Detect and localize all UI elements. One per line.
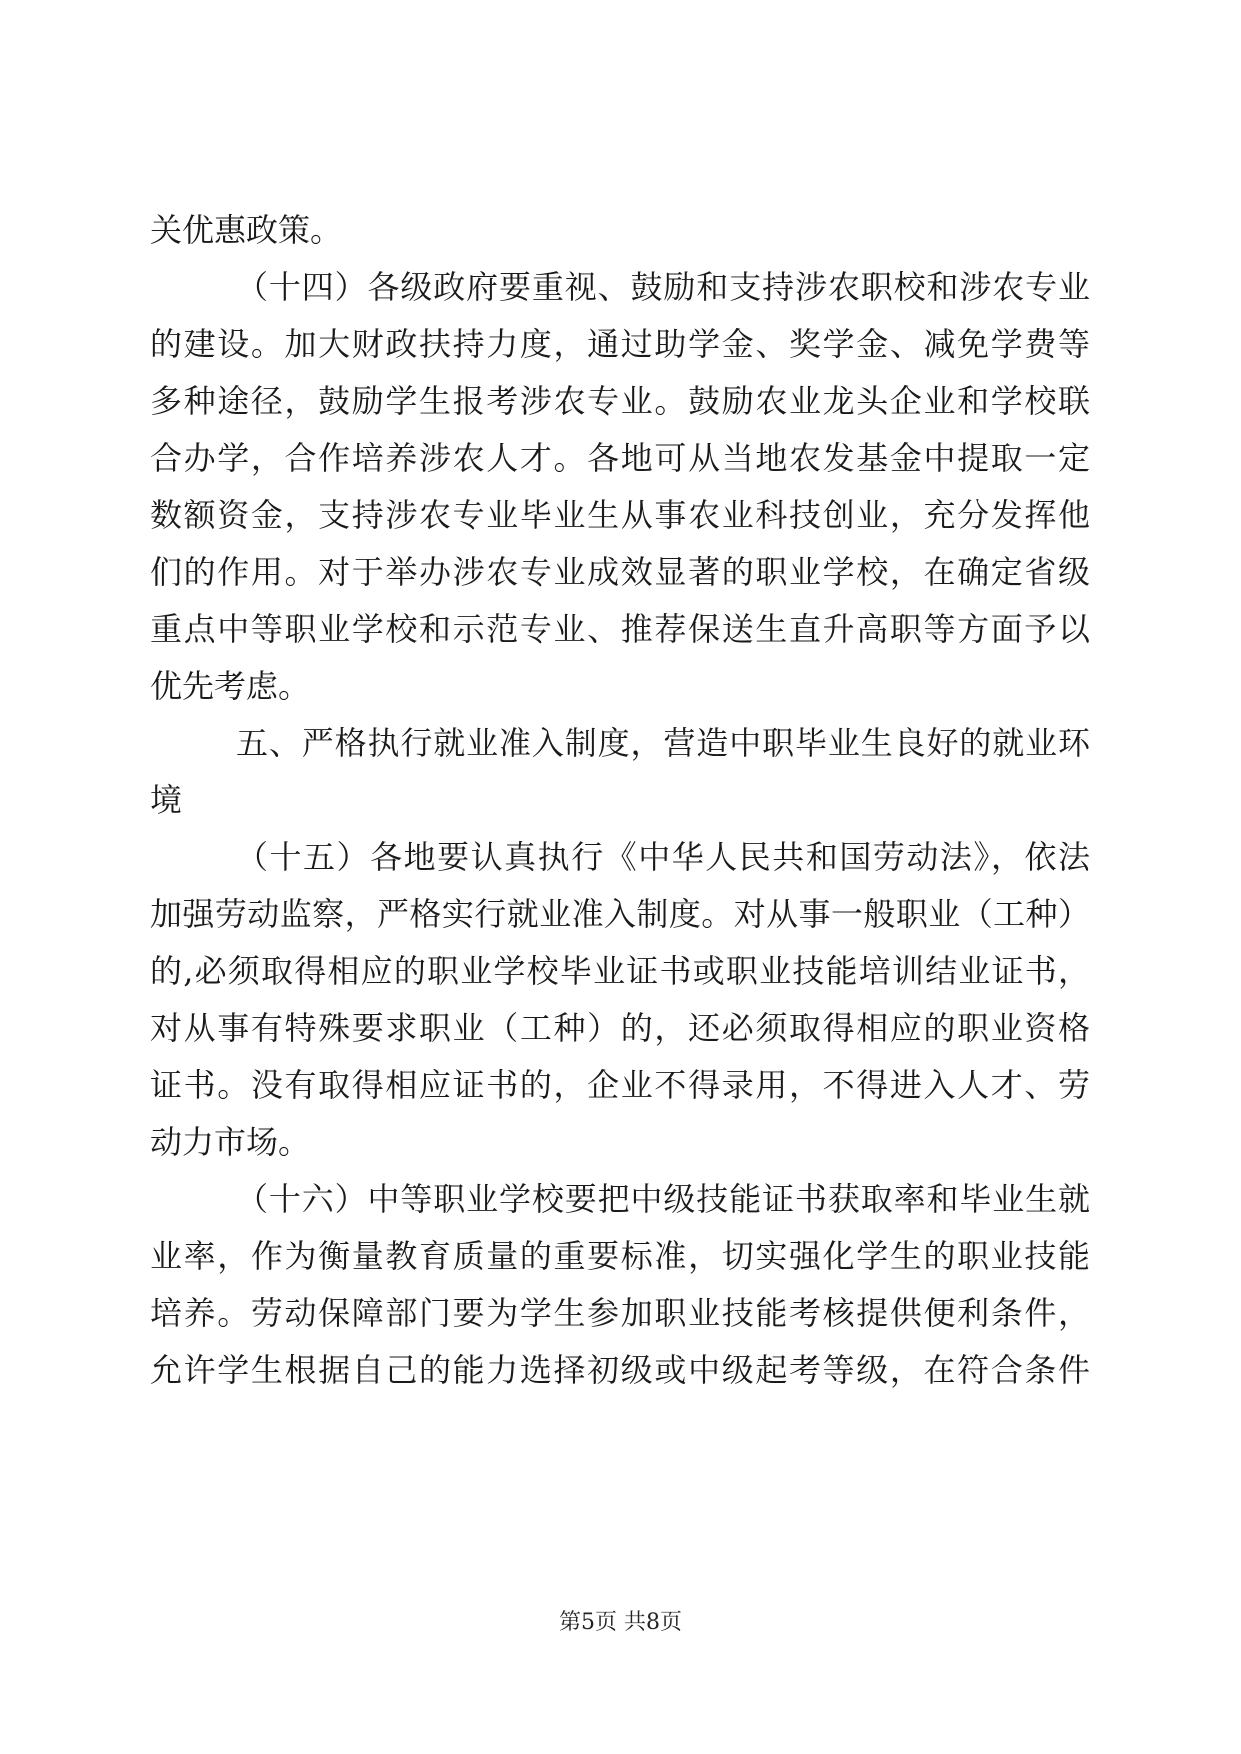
text-line: 业率，作为衡量教育质量的重要标准，切实强化学生的职业技能: [150, 1237, 1090, 1275]
text-line: 加强劳动监察，严格实行就业准入制度。对从事一般职业（工种）: [150, 895, 1090, 933]
text-line: 对从事有特殊要求职业（工种）的，还必须取得相应的职业资格: [150, 1009, 1090, 1047]
text-line: 的,必须取得相应的职业学校毕业证书或职业技能培训结业证书，: [150, 952, 1090, 990]
text-line: 优先考虑。: [150, 667, 311, 705]
text-line: 的建设。加大财政扶持力度，通过助学金、奖学金、减免学费等: [150, 325, 1090, 363]
text-line: 五、严格执行就业准入制度，营造中职毕业生良好的就业环: [236, 724, 1090, 762]
page-footer-indicator: 第5页 共8页: [559, 1610, 682, 1635]
text-line: 们的作用。对于举办涉农专业成效显著的职业学校，在确定省级: [150, 553, 1090, 591]
text-line: 证书。没有取得相应证书的，企业不得录用，不得进入人才、劳: [150, 1066, 1090, 1104]
text-line: 合办学，合作培养涉农人才。各地可从当地农发基金中提取一定: [150, 439, 1090, 477]
text-line: 数额资金，支持涉农专业毕业生从事农业科技创业，充分发挥他: [150, 496, 1090, 534]
text-line: 关优惠政策。: [150, 211, 343, 249]
text-line: 允许学生根据自己的能力选择初级或中级起考等级，在符合条件: [150, 1351, 1090, 1389]
text-line: （十五）各地要认真执行《中华人民共和国劳动法》，依法: [236, 838, 1090, 876]
text-line: 多种途径，鼓励学生报考涉农专业。鼓励农业龙头企业和学校联: [150, 382, 1090, 420]
text-line: （十六）中等职业学校要把中级技能证书获取率和毕业生就: [236, 1180, 1090, 1218]
text-line: 境: [150, 781, 183, 819]
text-line: 培养。劳动保障部门要为学生参加职业技能考核提供便利条件，: [150, 1294, 1090, 1332]
text-line: 动力市场。: [150, 1123, 311, 1161]
text-line: （十四）各级政府要重视、鼓励和支持涉农职校和涉农专业: [236, 268, 1090, 306]
text-line: 重点中等职业学校和示范专业、推荐保送生直升高职等方面予以: [150, 610, 1090, 648]
